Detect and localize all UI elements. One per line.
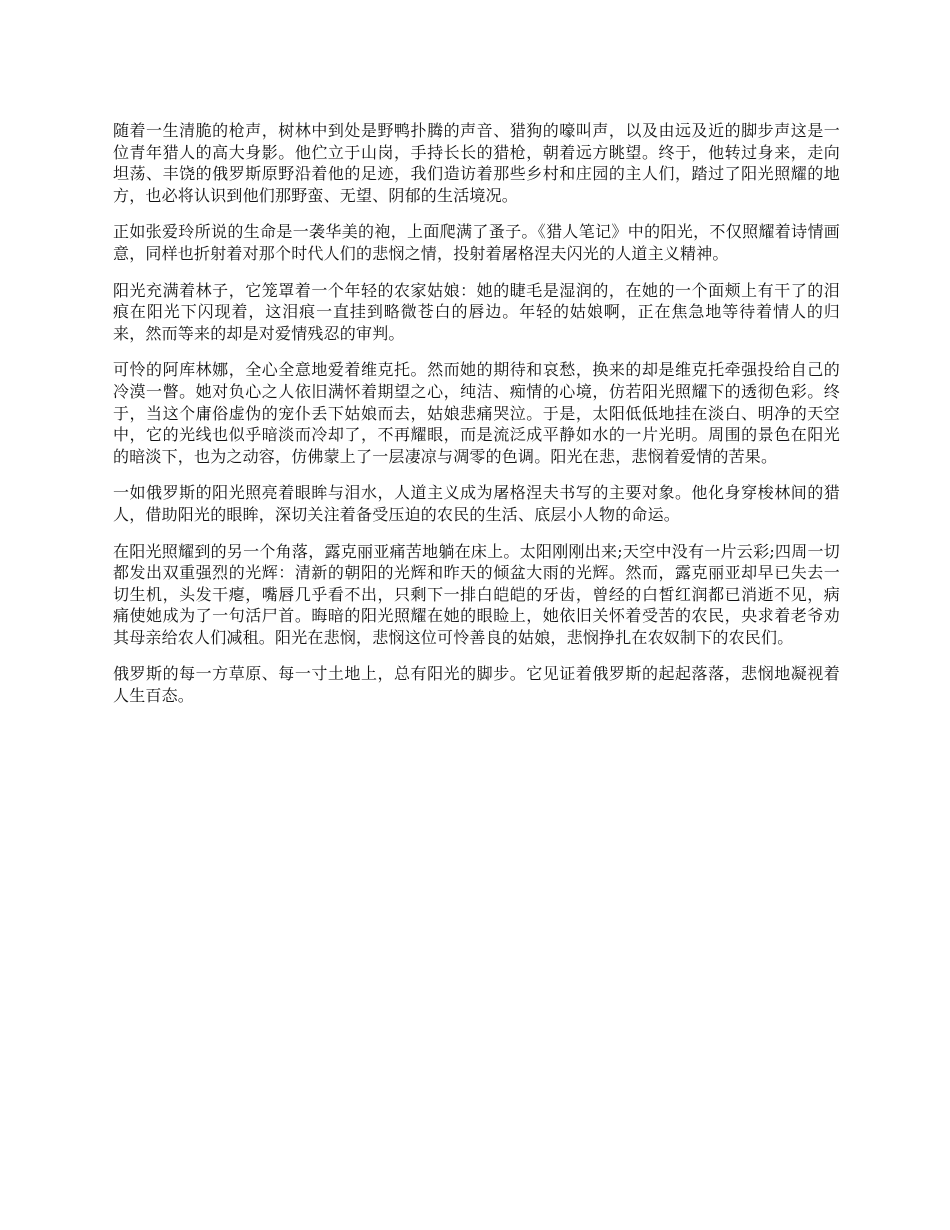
paragraph-4: 可怜的阿库林娜，全心全意地爱着维克托。然而她的期待和哀愁，换来的却是维克托牵强投给自己的冷漠一瞥。她对负心之人依旧满怀着期望之心，纯洁、痴情的心境，仿若阳光照耀下的透彻色彩。终于，当这个庸俗虚伪的宠仆丢下姑娘而去，姑娘悲痛哭泣。于是，太阳低低地挂在淡白、明净的天空中，它的光线也似乎暗淡而冷却了，不再耀眼，而是流泛成平静如水的一片光明。周围的景色在阳光的暗淡下，也为之动容，仿佛蒙上了一层凄凉与凋零的色调。阳光在悲，悲悯着爱情的苦果。 bbox=[113, 360, 840, 466]
paragraph-3: 阳光充满着林子，它笼罩着一个年轻的农家姑娘：她的睫毛是湿润的，在她的一个面颊上有干了的泪痕在阳光下闪现着，这泪痕一直挂到略微苍白的唇边。年轻的姑娘啊，正在焦急地等待着情人的归来，然而等来的却是对爱情残忍的审判。 bbox=[113, 280, 840, 343]
paragraph-7: 俄罗斯的每一方草原、每一寸土地上，总有阳光的脚步。它见证着俄罗斯的起起落落，悲悯地凝视着人生百态。 bbox=[113, 664, 840, 706]
paragraph-1: 随着一生清脆的枪声，树林中到处是野鸭扑腾的声音、猎狗的嚎叫声，以及由远及近的脚步声这是一位青年猎人的高大身影。他伫立于山岗，手持长长的猎枪，朝着远方眺望。终于，他转过身来，走向坦荡、丰饶的俄罗斯原野沿着他的足迹，我们造访着那些乡村和庄园的主人们，踏过了阳光照耀的地方，也必将认识到他们那野蛮、无望、阴郁的生活境况。 bbox=[113, 121, 840, 205]
paragraph-2: 正如张爱玲所说的生命是一袭华美的袍，上面爬满了蚤子。《猎人笔记》中的阳光，不仅照耀着诗情画意，同样也折射着对那个时代人们的悲悯之情，投射着屠格涅夫闪光的人道主义精神。 bbox=[113, 222, 840, 263]
paragraph-5: 一如俄罗斯的阳光照亮着眼眸与泪水，人道主义成为屠格涅夫书写的主要对象。他化身穿梭林间的猎人，借助阳光的眼眸，深切关注着备受压迫的农民的生活、底层小人物的命运。 bbox=[113, 483, 840, 524]
document-page bbox=[113, 120, 840, 722]
paragraph-6: 在阳光照耀到的另一个角落，露克丽亚痛苦地躺在床上。太阳刚刚出来;天空中没有一片云彩;四周一切都发出双重强烈的光辉：清新的朝阳的光辉和昨天的倾盆大雨的光辉。然而，露克丽亚却早已失去一切生机，头发干瘪，嘴唇几乎看不出，只剩下一排白皑皑的牙齿，曾经的白皙红润都已消逝不见，病痛使她成为了一句活尸首。晦暗的阳光照耀在她的眼睑上，她依旧关怀着受苦的农民，央求着老爷劝其母亲给农人们减租。阳光在悲悯，悲悯这位可怜善良的姑娘，悲悯挣扎在农奴制下的农民们。 bbox=[113, 541, 840, 647]
